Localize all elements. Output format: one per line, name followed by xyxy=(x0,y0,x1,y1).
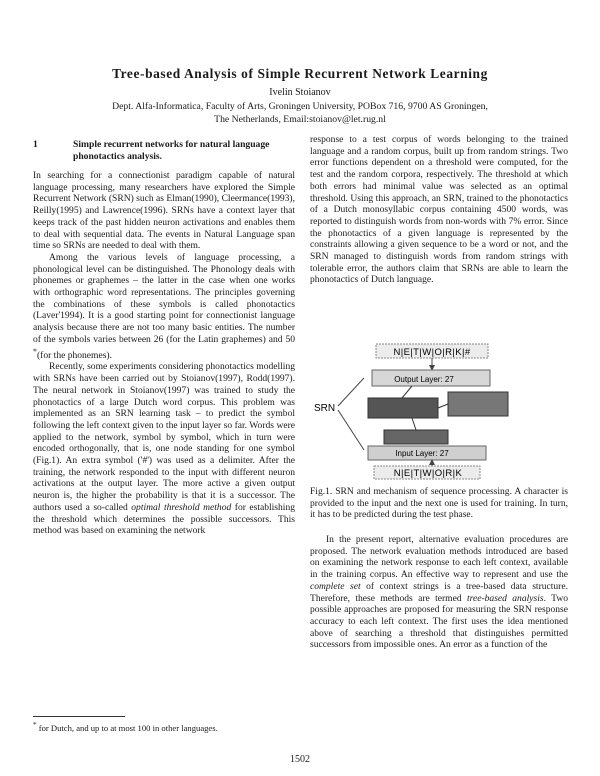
paragraph: In searching for a connectionist paradigm capable of natural language processing, many researchers have explored the Simple Recurrent Network (SRN) such as Elman(1990), Cleermance(1993), Reilly(1995) and Lawrence(1996). SRNs have a context layer that keeps track of the past hidden neuron activations and enables them to deal with sequential data. The events in Natural Language span time so SRNs are needed to deal with them. xyxy=(33,170,295,252)
section-title: Simple recurrent networks for natural language phonotactics analysis. xyxy=(73,139,270,162)
paragraph-text: Among the various levels of language processing, a phonological level can be distinguished. The Phonology deals with phonemes or graphemes – the latter in the case when one works with orthographic word representations. The principles governing the combinations of these symbols is called phonotactics (Laver'1994). It is a good starting point for connectionist language analysis because there are not too many basic entities. The number of the symbols varies between 26 (for the Latin graphemes) and 50 xyxy=(33,251,295,345)
affiliation-line-2: The Netherlands, Email:stoianov@let.rug.nl xyxy=(214,113,386,125)
affiliation xyxy=(60,101,540,126)
left-column xyxy=(33,139,295,537)
footnote-mark: * xyxy=(33,721,37,729)
paragraph xyxy=(310,534,568,651)
page-number: 1502 xyxy=(290,754,310,765)
srn-bracket xyxy=(338,378,364,450)
footnote xyxy=(33,721,303,733)
footnote-text: for Dutch, and up to at most 100 in other languages. xyxy=(38,722,218,733)
footnote-rule xyxy=(33,716,125,717)
figure-1 xyxy=(312,342,568,480)
emphasis: complete set xyxy=(310,580,361,592)
context-copy-box xyxy=(384,430,448,444)
srn-label: SRN xyxy=(314,403,336,414)
right-column xyxy=(310,134,568,286)
context-layer-box xyxy=(448,392,508,416)
paragraph-text-end: . Two possible approaches are proposed for measuring the SRN response accuracy to each left context. The first uses the idea mentioned above of searching a threshold that distinguishes permitted successors from impossible ones. An error as a function of the xyxy=(310,592,569,651)
emphasis: tree-based analysis xyxy=(466,592,544,604)
input-layer-label: Input Layer: 27 xyxy=(395,449,449,458)
output-sequence-text: N|E|T|W|O|R|K|# xyxy=(393,347,471,358)
paragraph xyxy=(33,252,295,362)
hidden-layer-box xyxy=(368,398,438,418)
right-column-lower xyxy=(310,534,568,651)
srn-diagram xyxy=(312,342,568,480)
emphasis: optimal threshold method xyxy=(131,501,232,513)
paragraph: response to a test corpus of words belonging to the trained language and a random corpus, built up from random strings. Two error functions dependent on a threshold were computed, for the test and the random corpora, respectively. The threshold at which both errors had minimal value was selected as an optimal threshold. Using this approach, an SRN, trained to the phonotactics of a Dutch monosyllabic corpus containing 4500 words, was reported to distinguish words from non-words with 7% error. Since the phonotactics of a given language is represented by the constraints allowing a given sequence to be a word or not, and the SRN managed to distinguish words from random strings with tolerable error, the authors claim that SRNs are able to learn the phonotactics of Dutch language. xyxy=(310,134,568,286)
paper-title: Tree-based Analysis of Simple Recurrent Network Learning xyxy=(112,66,488,81)
figure-caption: Fig.1. SRN and mechanism of sequence processing. A character is provided to the input and the next one is used for training. In turn, it has to be predicted during the test phase. xyxy=(310,486,568,521)
paragraph-text-end: (for the phonemes). xyxy=(36,349,112,361)
footnote-mark: * xyxy=(33,346,37,356)
paragraph-text-end: for establishing the threshold which determines the possible successors. This method was based on examining the network xyxy=(33,501,295,537)
paragraph-text: of context strings is a tree-based data structure. Therefore, these methods are termed xyxy=(310,580,568,604)
paragraph-text: Recently, some experiments considering phonotactics modelling with SRNs have been carried out by Stoianov(1997), Rodd(1997). The neural network in Stoianov(1997) was trained to study the phonotactics of a large Dutch word corpus. This problem was implemented as an SRN learning task – to predict the symbol following the left context given to the input layer so far. Words were applied to the network, symbol by symbol, which in turn were encoded orthogonally, that is, one node standing for one symbol (Fig.1). An extra symbol ('#') was used as a delimiter. After the training, the network responded to the input with different neuron activations at the output layer. The more active a given output neuron is, the higher the probability is that it is a successor. The authors used a so-called xyxy=(33,361,295,513)
paragraph xyxy=(33,361,295,537)
section-heading xyxy=(33,139,295,162)
output-layer-label: Output Layer: 27 xyxy=(394,375,454,384)
connection-line xyxy=(412,418,416,430)
connection-line xyxy=(438,404,448,408)
affiliation-line-1: Dept. Alfa-Informatica, Faculty of Arts, Groningen University, POBox 716, 9700 AS Groningen, xyxy=(112,101,488,112)
paragraph-text: In the present report, alternative evaluation procedures are proposed. The network evaluation methods introduced are based on examining the network response to each left context, available in the training corpus. An effective way to represent and use the xyxy=(310,534,568,581)
input-sequence-text: N|E|T|W|O|R|K xyxy=(393,468,463,479)
author-name: Ivelin Stoianov xyxy=(269,87,331,98)
connection-line xyxy=(402,386,412,398)
section-number: 1 xyxy=(33,139,38,150)
